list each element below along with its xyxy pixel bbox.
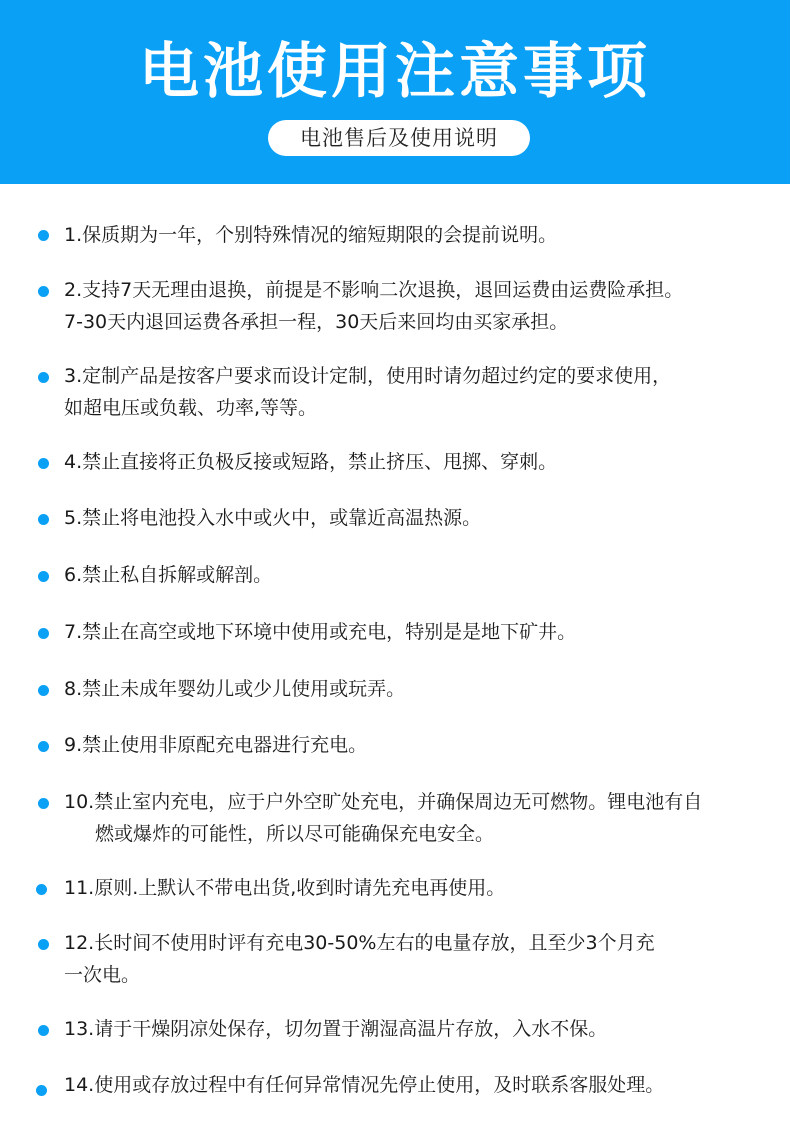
list-item-text: 3.定制产品是按客户要求而设计定制，使用时请勿超过约定的要求使用， xyxy=(64,365,672,387)
subtitle-badge: 电池售后及使用说明 xyxy=(268,120,530,156)
list-item-text: 14.使用或存放过程中有任何异常情况先停止使用，及时联系客服处理。 xyxy=(64,1074,665,1096)
bullet-dot-icon xyxy=(36,1085,47,1096)
list-item-text: 燃或爆炸的可能性，所以尽可能确保充电安全。 xyxy=(95,823,495,845)
bullet-dot-icon xyxy=(38,685,49,696)
list-item-text: 7.禁止在高空或地下环境中使用或充电，特别是是地下矿井。 xyxy=(64,621,577,643)
bullet-dot-icon xyxy=(38,372,49,383)
bullet-dot-icon xyxy=(38,939,49,950)
list-item-text: 6.禁止私自拆解或解剖。 xyxy=(64,564,273,586)
list-item-text: 如超电压或负载、功率,等等。 xyxy=(64,397,318,419)
bullet-dot-icon xyxy=(38,286,49,297)
bullet-dot-icon xyxy=(38,628,49,639)
bullet-dot-icon xyxy=(38,741,49,752)
list-item-text: 5.禁止将电池投入水中或火中，或靠近高温热源。 xyxy=(64,507,482,529)
list-item-text: 10.禁止室内充电，应于户外空旷处充电，并确保周边无可燃物。锂电池有自 xyxy=(64,791,703,813)
bullet-dot-icon xyxy=(38,458,49,469)
list-item-text: 2.支持7天无理由退换，前提是不影响二次退换，退回运费由运费险承担。 xyxy=(64,279,684,301)
list-item-text: 8.禁止未成年婴幼儿或少儿使用或玩弄。 xyxy=(64,678,406,700)
list-item-text: 1.保质期为一年，个别特殊情况的缩短期限的会提前说明。 xyxy=(64,224,558,246)
list-item-text: 4.禁止直接将正负极反接或短路，禁止挤压、甩掷、穿刺。 xyxy=(64,451,558,473)
bullet-dot-icon xyxy=(38,1025,49,1036)
bullet-dot-icon xyxy=(36,884,47,895)
list-item-text: 9.禁止使用非原配充电器进行充电。 xyxy=(64,734,368,756)
list-item-text: 7-30天内退回运费各承担一程，30天后来回均由买家承担。 xyxy=(64,311,569,333)
bullet-dot-icon xyxy=(38,514,49,525)
bullet-dot-icon xyxy=(38,798,49,809)
bullet-dot-icon xyxy=(38,230,49,241)
list-item-text: 12.长时间不使用时评有充电30-50%左右的电量存放，且至少3个月充 xyxy=(64,932,655,954)
bullet-dot-icon xyxy=(38,571,49,582)
list-item-text: 一次电。 xyxy=(64,964,141,986)
list-item-text: 13.请于干燥阴凉处保存，切勿置于潮湿高温片存放，入水不保。 xyxy=(64,1018,608,1040)
page-title: 电池使用注意事项 xyxy=(139,37,651,107)
list-item-text: 11.原则.上默认不带电出货,收到时请先充电再使用。 xyxy=(64,877,506,899)
